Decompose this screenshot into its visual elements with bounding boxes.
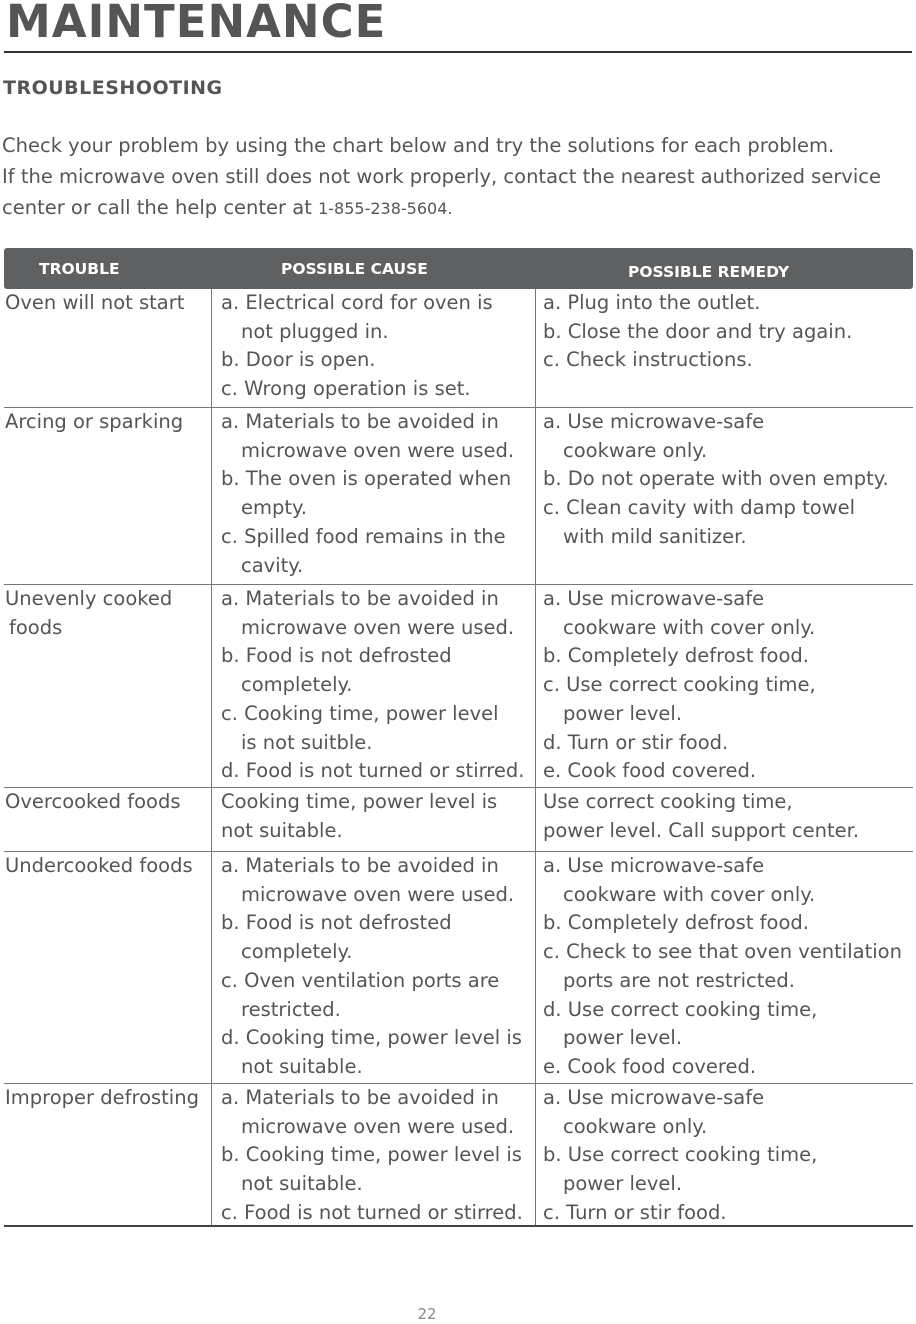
cause-cell: [211, 852, 543, 1083]
trouble-line: foods: [9, 615, 63, 639]
remedy-line: a. Use microwave-safe: [543, 587, 765, 610]
trouble-cell: [4, 585, 211, 787]
table-row: [4, 289, 913, 408]
remedy-line: with mild sanitizer.: [563, 524, 747, 548]
remedy-line: a. Plug into the outlet.: [543, 291, 761, 314]
cause-line: not suitable.: [241, 1172, 363, 1196]
remedy-line: cookware with cover only.: [563, 615, 816, 639]
remedy-cell: [535, 788, 916, 851]
remedy-cell: [535, 585, 916, 787]
cause-line: b. Food is not defrosted: [221, 911, 452, 935]
table-header: [4, 248, 913, 289]
remedy-line: a. Use microwave-safe: [543, 410, 765, 433]
table-row: [4, 1084, 913, 1227]
remedy-line: b. Completely defrost food.: [543, 644, 809, 668]
intro-line-2: If the microwave oven still does not work properly, contact the nearest authorized service: [2, 165, 882, 188]
trouble-cell: [4, 408, 211, 584]
trouble-cell: [4, 289, 211, 407]
cause-line: b. Door is open.: [221, 348, 376, 372]
cause-line: c. Spilled food remains in the: [221, 524, 506, 548]
cause-line: not suitable.: [241, 1054, 363, 1078]
cause-line: restricted.: [241, 997, 341, 1021]
trouble-line: Unevenly cooked: [5, 587, 173, 610]
cause-line: not plugged in.: [241, 319, 389, 343]
cause-cell: [211, 1084, 543, 1225]
remedy-line: ports are not restricted.: [563, 968, 795, 992]
remedy-cell: [535, 1084, 916, 1225]
cause-line: b. The oven is operated when: [221, 467, 512, 491]
cause-line: completely.: [241, 673, 353, 697]
remedy-line: power level.: [563, 1026, 683, 1050]
header-trouble: TROUBLE: [39, 260, 120, 278]
cause-line: is not suitble.: [241, 730, 373, 754]
trouble-line: Arcing or sparking: [5, 410, 184, 433]
remedy-line: a. Use microwave-safe: [543, 854, 765, 877]
trouble-line: Overcooked foods: [5, 790, 181, 813]
remedy-line: c. Clean cavity with damp towel: [543, 496, 856, 520]
cause-line: d. Food is not turned or stirred.: [221, 759, 525, 783]
help-phone-number: 1-855-238-5604.: [318, 199, 453, 218]
remedy-line: d. Use correct cooking time,: [543, 997, 818, 1021]
remedy-line: d. Turn or stir food.: [543, 730, 729, 754]
cause-line: microwave oven were used.: [241, 615, 515, 639]
cause-line: completely.: [241, 940, 353, 964]
remedy-line: a. Use microwave-safe: [543, 1086, 765, 1109]
remedy-cell: [535, 289, 916, 407]
cause-line: c. Oven ventilation ports are: [221, 968, 500, 992]
trouble-cell: [4, 1084, 211, 1225]
cause-line: a. Materials to be avoided in: [221, 587, 499, 610]
title-divider: [4, 51, 912, 53]
trouble-cell: [4, 852, 211, 1083]
cause-line: not suitable.: [221, 818, 343, 842]
cause-line: microwave oven were used.: [241, 882, 515, 906]
cause-cell: [211, 289, 543, 407]
remedy-line: cookware only.: [563, 1114, 708, 1138]
intro-line-3: [2, 192, 914, 224]
cause-line: a. Materials to be avoided in: [221, 410, 499, 433]
cause-line: d. Cooking time, power level is: [221, 1026, 522, 1050]
intro-line-3-text: center or call the help center at: [2, 196, 319, 219]
remedy-line: power level.: [563, 701, 683, 725]
cause-cell: [211, 585, 543, 787]
table-row: [4, 788, 913, 852]
intro-text: [2, 130, 914, 224]
cause-line: microwave oven were used.: [241, 438, 515, 462]
remedy-line: c. Turn or stir food.: [543, 1200, 727, 1224]
cause-line: c. Wrong operation is set.: [221, 377, 471, 401]
header-possible-cause: POSSIBLE CAUSE: [281, 260, 428, 278]
cause-cell: [211, 408, 543, 584]
trouble-line: Undercooked foods: [5, 854, 193, 877]
cause-line: empty.: [241, 496, 307, 520]
table-row: [4, 585, 913, 788]
cause-line: microwave oven were used.: [241, 1114, 515, 1138]
cause-line: a. Electrical cord for oven is: [221, 291, 493, 314]
cause-line: cavity.: [241, 553, 304, 577]
remedy-line: c. Use correct cooking time,: [543, 673, 816, 697]
remedy-line: b. Completely defrost food.: [543, 911, 809, 935]
remedy-cell: [535, 408, 916, 584]
remedy-line: e. Cook food covered.: [543, 759, 757, 783]
intro-line-1: Check your problem by using the chart below and try the solutions for each problem.: [2, 134, 835, 157]
remedy-line: Use correct cooking time,: [543, 790, 793, 813]
cause-line: b. Cooking time, power level is: [221, 1143, 522, 1167]
section-title: TROUBLESHOOTING: [3, 77, 223, 99]
page-number: 22: [417, 1305, 437, 1323]
trouble-line: Improper defrosting: [5, 1086, 199, 1109]
cause-line: Cooking time, power level is: [221, 790, 498, 813]
cause-cell: [211, 788, 543, 851]
remedy-line: e. Cook food covered.: [543, 1054, 757, 1078]
remedy-line: c. Check instructions.: [543, 348, 753, 372]
remedy-line: b. Do not operate with oven empty.: [543, 467, 889, 491]
remedy-line: b. Close the door and try again.: [543, 319, 853, 343]
remedy-line: c. Check to see that oven ventilation: [543, 940, 902, 964]
remedy-cell: [535, 852, 916, 1083]
cause-line: c. Cooking time, power level: [221, 701, 499, 725]
remedy-line: power level.: [563, 1172, 683, 1196]
remedy-line: cookware with cover only.: [563, 882, 816, 906]
trouble-cell: [4, 788, 211, 851]
cause-line: b. Food is not defrosted: [221, 644, 452, 668]
remedy-line: cookware only.: [563, 438, 708, 462]
cause-line: c. Food is not turned or stirred.: [221, 1200, 523, 1224]
remedy-line: b. Use correct cooking time,: [543, 1143, 818, 1167]
troubleshooting-table: [4, 289, 913, 1227]
remedy-line: power level. Call support center.: [543, 818, 860, 842]
cause-line: a. Materials to be avoided in: [221, 854, 499, 877]
header-possible-remedy: POSSIBLE REMEDY: [628, 263, 790, 281]
trouble-line: Oven will not start: [5, 291, 185, 314]
table-row: [4, 408, 913, 585]
table-row: [4, 852, 913, 1084]
page-title: MAINTENANCE: [6, 0, 387, 48]
cause-line: a. Materials to be avoided in: [221, 1086, 499, 1109]
